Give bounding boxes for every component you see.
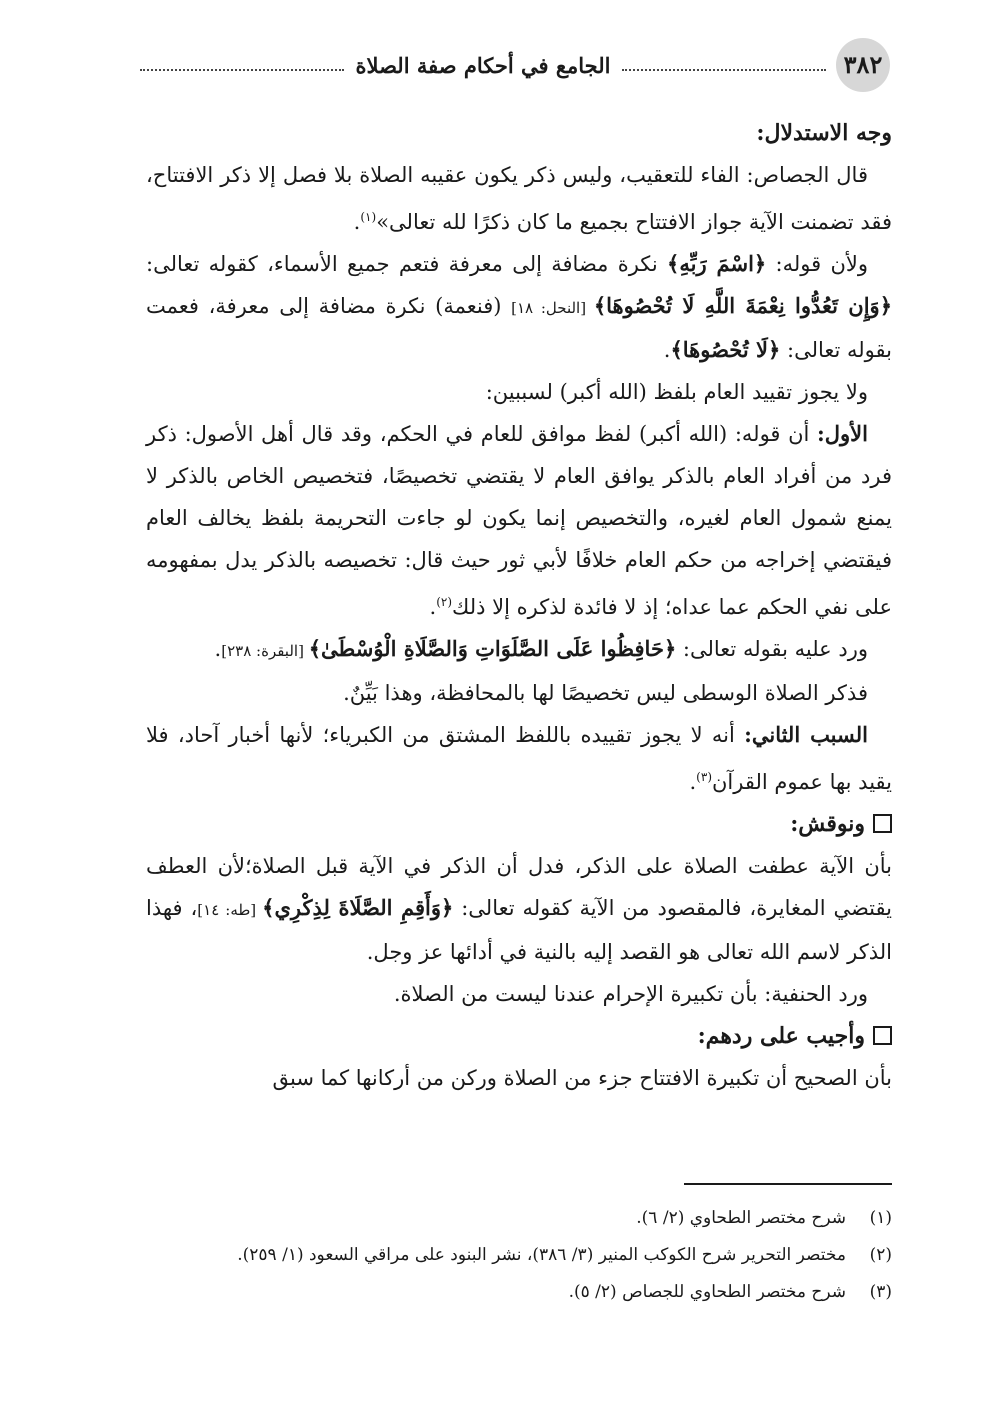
footnote-separator bbox=[684, 1183, 892, 1185]
footnote-number: (٣) bbox=[869, 1282, 892, 1302]
quran-ref-taha: [طه: ١٤] bbox=[197, 901, 263, 919]
page-header bbox=[140, 38, 892, 98]
footnote-ref-2: (٢) bbox=[436, 595, 453, 609]
quran-ref-nahl: [النحل: ١٨] bbox=[511, 299, 594, 317]
footnote-text: مختصر التحرير شرح الكوكب المنير (٣/ ٣٨٦)، نشر البنود على مراقي السعود (١/ ٢٥٩). bbox=[237, 1245, 846, 1265]
footnote-item bbox=[146, 1237, 892, 1274]
paragraph-indefinite: ولأن قوله: ﴿اسْمَ رَبِّهِ﴾ نكرة مضافة إلى معرفة فتعم جميع الأسماء، كقوله تعالى: ﴿وَإِن تَعُدُّوا نِعْمَةَ اللَّهِ لَا تُحْصُوهَا﴾ [النحل: ١٨] (فنعمة) نكرة مضافة إلى معرفة، فعمت بقوله تعالى: ﴿لَا تُحْصُوهَا﴾. bbox=[146, 251, 892, 362]
heading-evidence: وجه الاستدلال: bbox=[756, 120, 892, 146]
quran-quote-5: ﴿وَأَقِمِ الصَّلَاةَ لِذِكْرِي﴾ bbox=[262, 895, 454, 920]
paragraph-second-reason: السبب الثاني: أنه لا يجوز تقييده باللفظ المشتق من الكبرياء؛ لأنها أخبار آحاد، فلا يقيد بها عموم القرآن$^{(٣)}$. bbox=[146, 722, 892, 794]
page-number: ٣٨٢ bbox=[836, 38, 890, 92]
heading-discussion: ونوقش: bbox=[146, 803, 892, 845]
quran-ref-baqarah: [البقرة: ٢٣٨] bbox=[221, 642, 309, 660]
footnote-text: شرح مختصر الطحاوي للجصاص (٢/ ٥). bbox=[568, 1282, 846, 1302]
dotted-leader-left bbox=[140, 69, 344, 71]
paragraph-discussion: بأن الآية عطفت الصلاة على الذكر، فدل أن الذكر في الآية قبل الصلاة؛لأن العطف يقتضي المغايرة، فالمقصود من الآية كقوله تعالى: ﴿وَأَقِمِ الصَّلَاةَ لِذِكْرِي﴾ [طه: ١٤]، فهذا الذكر لاسم الله تعالى هو القصد إليه بالنية في أدائها عز وجل. bbox=[146, 854, 892, 964]
paragraph-reply: بأن الصحيح أن تكبيرة الافتتاح جزء من الصلاة وركن من أركانها كما سبق bbox=[272, 1066, 892, 1090]
paragraph-hanafi: ورد الحنفية: بأن تكبيرة الإحرام عندنا ليست من الصلاة. bbox=[393, 982, 868, 1006]
paragraph-first-reason: الأول: أن قوله: (الله أكبر) لفظ موافق للعام في الحكم، وقد قال أهل الأصول: ذكر فرد من أفراد العام بالذكر يوافق العام لا يقتضي تخصيصًا، فتخصيص الخاص بالذكر لا يمنع شمول العام لغيره، والتخصيص إنما يكون لو جاءت التحريمة بلفظ يخالف العام فيقتضي إخراجه من حكم العام خلافًا لأبي ثور حيث قال: تخصيصه بالذكر يدل بمفهومه على نفي الحكم عما عداه؛ إذ لا فائدة لذكره إلا ذلك$^{(٢)}$. bbox=[146, 421, 892, 619]
heading-reply: وأجيب على ردهم: bbox=[146, 1015, 892, 1057]
footnote-item bbox=[146, 1274, 892, 1311]
square-bullet-icon bbox=[873, 1026, 892, 1045]
second-reason-label: السبب الثاني: bbox=[744, 722, 868, 747]
footnote-ref-1: (١) bbox=[360, 210, 377, 224]
footnote-ref-3: (٣) bbox=[696, 770, 712, 784]
square-bullet-icon bbox=[873, 814, 892, 833]
first-reason-label: الأول: bbox=[817, 421, 868, 446]
footnotes bbox=[146, 1200, 892, 1311]
footnote-number: (١) bbox=[869, 1208, 892, 1228]
running-title bbox=[140, 48, 826, 82]
quran-quote-4: ﴿حَافِظُوا عَلَى الصَّلَوَاتِ وَالصَّلَاةِ الْوُسْطَىٰ﴾ bbox=[308, 636, 677, 661]
dotted-leader-right bbox=[622, 69, 826, 71]
quran-quote-2: ﴿وَإِن تَعُدُّوا نِعْمَةَ اللَّهِ لَا تُحْصُوهَا﴾ bbox=[593, 293, 892, 318]
footnote-item bbox=[146, 1200, 892, 1237]
paragraph-middle-prayer: فذكر الصلاة الوسطى ليس تخصيصًا لها بالمحافظة، وهذا بَيِّنٌ. bbox=[343, 681, 868, 705]
paragraph-jassas: قال الجصاص: الفاء للتعقيب، وليس ذكر يكون عقيبه الصلاة بلا فصل إلا ذكر الافتتاح، فقد تضمنت الآية جواز الافتتاح بجميع ما كان ذكرًا لله تعالى»$^{(١)}$. bbox=[146, 163, 892, 234]
quran-quote-3: ﴿لَا تُحْصُوهَا﴾ bbox=[670, 337, 781, 362]
main-text bbox=[146, 112, 892, 1099]
book-title: الجامع في أحكام صفة الصلاة bbox=[355, 52, 611, 78]
paragraph-rebuttal: ورد عليه بقوله تعالى: ﴿حَافِظُوا عَلَى الصَّلَوَاتِ وَالصَّلَاةِ الْوُسْطَىٰ﴾ [البقرة: ٢٣٨]. bbox=[214, 636, 868, 661]
quran-quote-1: ﴿اسْمَ رَبِّهِ﴾ bbox=[667, 251, 767, 276]
paragraph-two-reasons: ولا يجوز تقييد العام بلفظ (الله أكبر) لسببين: bbox=[485, 380, 868, 404]
footnote-text: شرح مختصر الطحاوي (٢/ ٦). bbox=[636, 1208, 846, 1228]
footnote-number: (٢) bbox=[869, 1245, 892, 1265]
